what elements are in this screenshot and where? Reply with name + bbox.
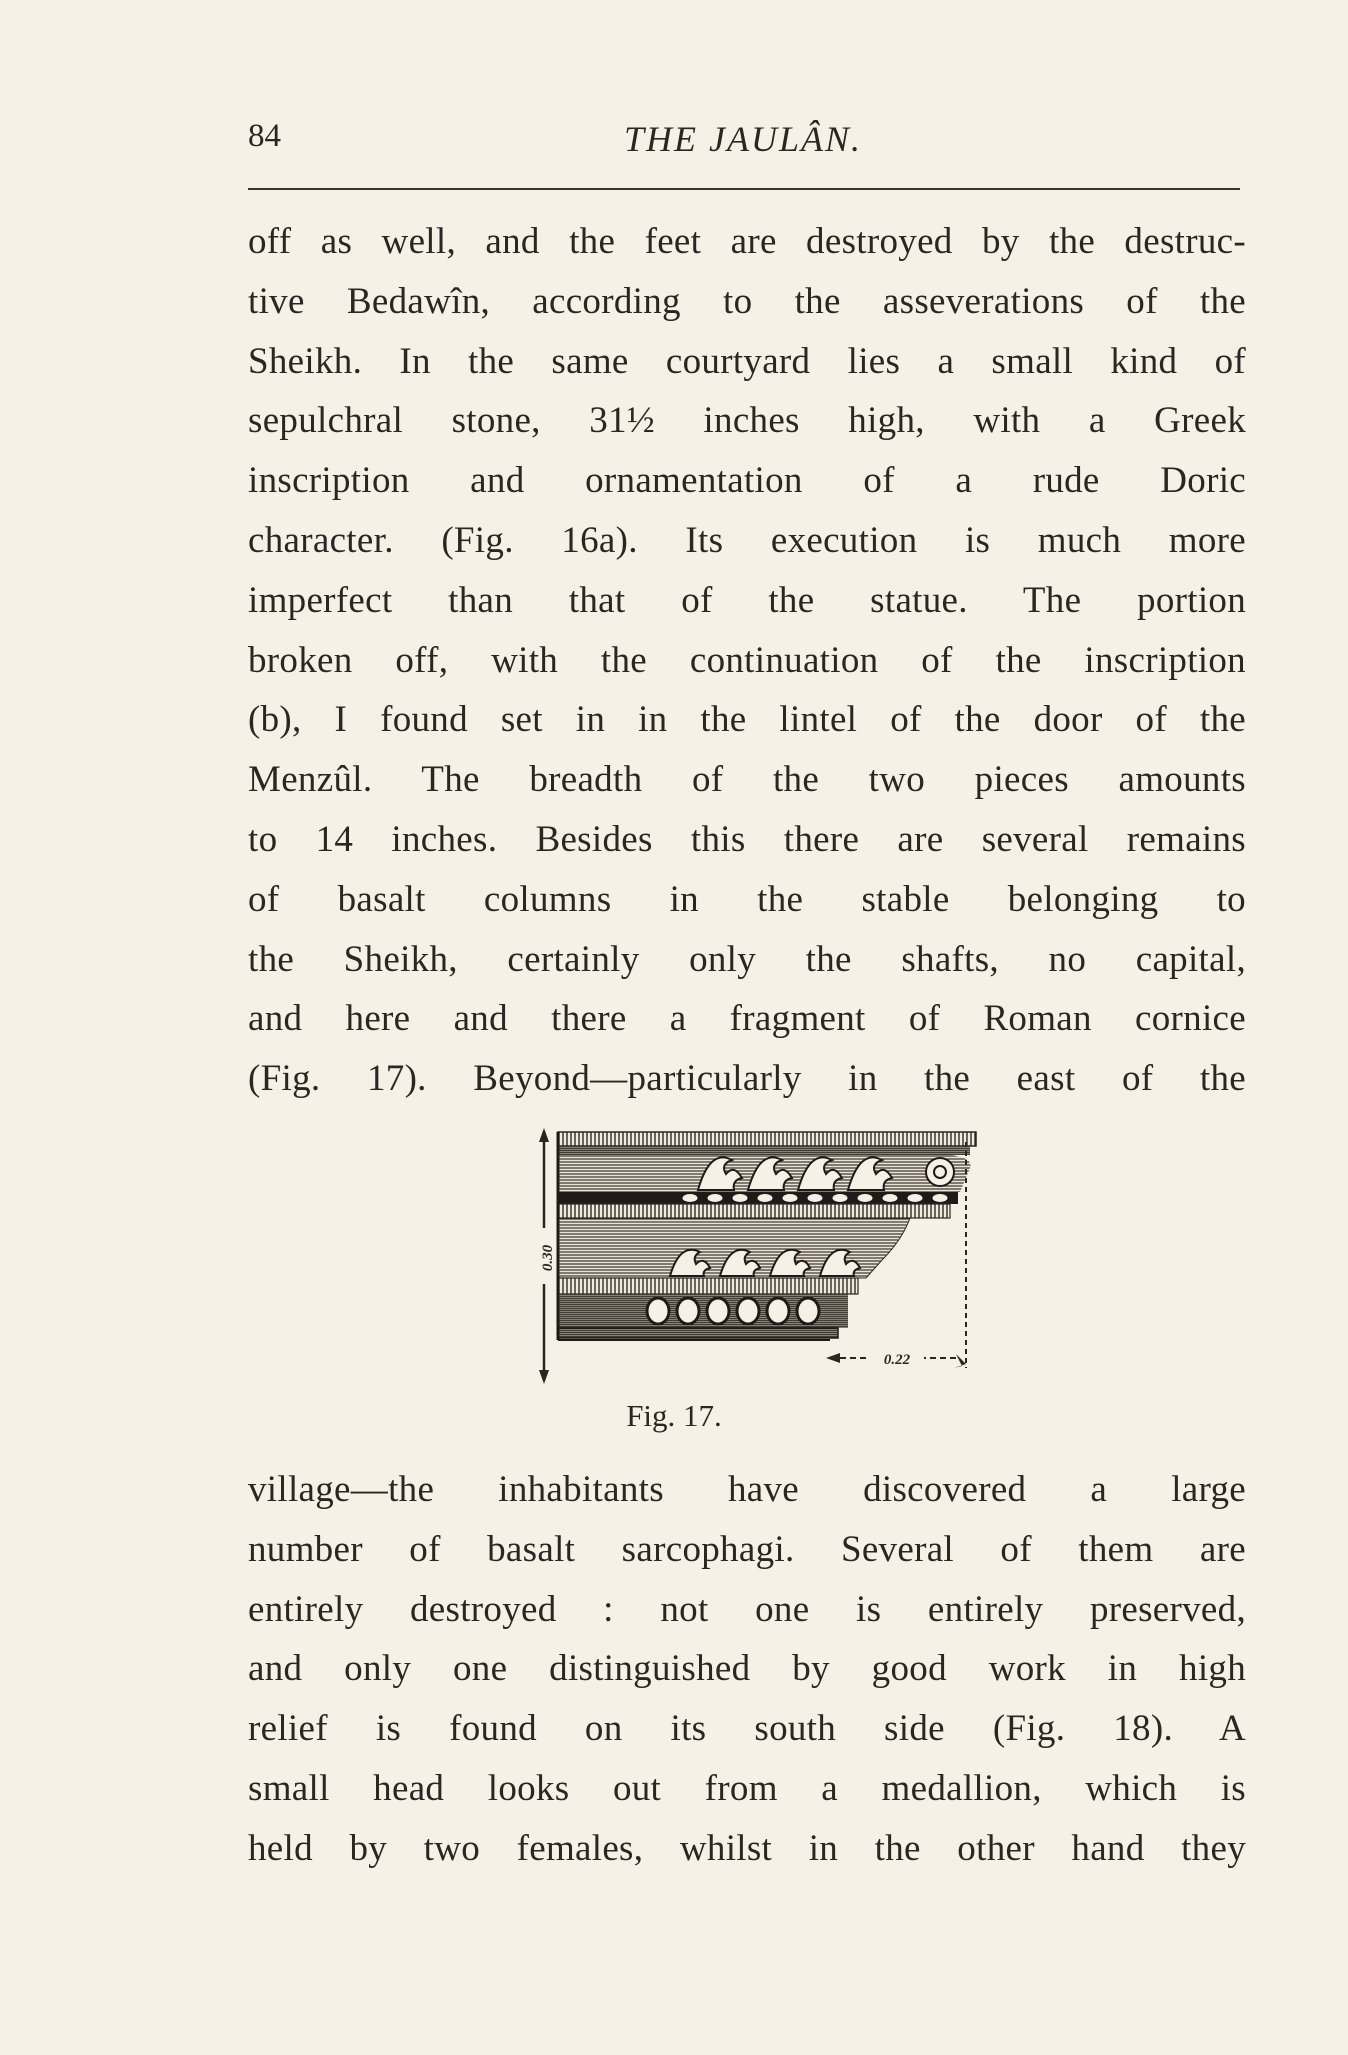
text-line: village—the inhabitants have discovered a large	[248, 1469, 1246, 1510]
text-line: off as well, and the feet are destroyed by the destruc-	[248, 221, 1246, 262]
running-title: THE JAULÂN.	[624, 119, 862, 159]
paragraph-1	[248, 212, 1246, 1109]
text-line: sepulchral stone, 31½ inches high, with a Greek	[248, 400, 1246, 442]
text-line: of basalt columns in the stable belonging to	[248, 878, 1246, 920]
text-line: to 14 inches. Besides this there are several remains	[248, 818, 1246, 860]
height-label: 0.30	[540, 1244, 556, 1272]
text-line: inscription and ornamentation of a rude Doric	[248, 460, 1246, 502]
text-line: small head looks out from a medallion, which is	[248, 1767, 1246, 1809]
paragraph-2	[248, 1460, 1246, 1879]
text-line: entirely destroyed : not one is entirely preserved,	[248, 1588, 1246, 1630]
text-line: (Fig. 17). Beyond—particularly in the east of the	[248, 1058, 1246, 1100]
running-head	[248, 118, 1238, 168]
text-line: character. (Fig. 16a). Its execution is much more	[248, 519, 1246, 561]
text-line: Menzûl. The breadth of the two pieces amounts	[248, 759, 1246, 801]
text-line: Sheikh. In the same courtyard lies a small kind of	[248, 340, 1246, 382]
figure-caption: Fig. 17.	[626, 1398, 722, 1433]
text-line: the Sheikh, certainly only the shafts, no capital,	[248, 938, 1246, 980]
text-line: number of basalt sarcophagi. Several of them are	[248, 1528, 1246, 1570]
header-rule	[248, 188, 1240, 190]
text-line: imperfect than that of the statue. The portion	[248, 579, 1246, 621]
text-line: held by two females, whilst in the other hand they	[248, 1827, 1246, 1869]
text-line: and only one distinguished by good work in high	[248, 1648, 1246, 1690]
width-label: 0.22	[883, 1352, 911, 1368]
cornice-figure	[530, 1128, 990, 1384]
text-line: relief is found on its south side (Fig. 18). A	[248, 1708, 1246, 1750]
cornice-drawing	[558, 1132, 976, 1340]
text-line: (b), I found set in in the lintel of the door of the	[248, 699, 1246, 741]
text-line: broken off, with the continuation of the inscription	[248, 639, 1246, 681]
page-number: 84	[248, 118, 281, 154]
text-line: and here and there a fragment of Roman cornice	[248, 998, 1246, 1040]
text-line: tive Bedawîn, according to the asseverations of the	[248, 280, 1246, 322]
